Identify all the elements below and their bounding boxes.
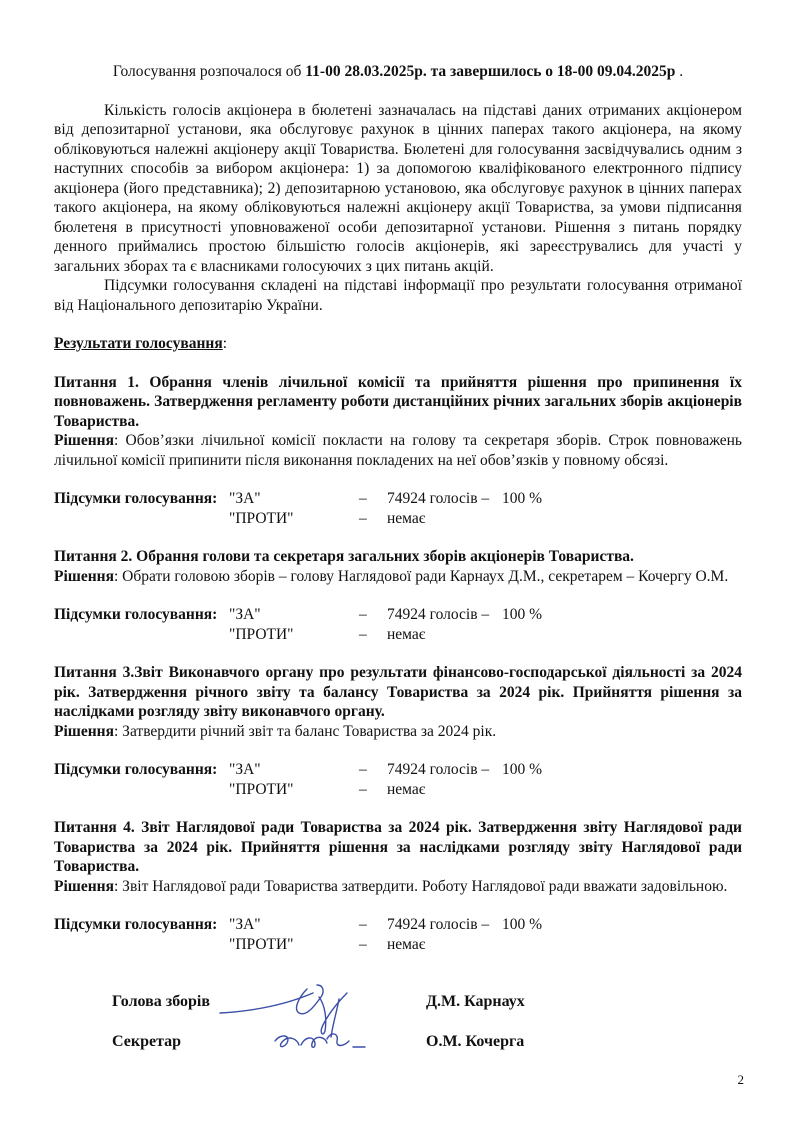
vote-for-percent: 100 %	[502, 916, 543, 933]
vote-for-label: "ЗА"	[229, 761, 261, 778]
results-heading-text: Результати голосування	[54, 335, 223, 352]
secretary-name: О.М. Кочерга	[426, 1033, 525, 1050]
question-title: Питання 4. Звіт Наглядової ради Товариства за 2024 рік. Затвердження звіту Наглядової ради Товариства за 2024 рік. Прийняття рішення за наслідками розгляду звіту Наглядової ради Товариства.	[54, 819, 742, 875]
secretary-label: Секретар	[112, 1033, 182, 1050]
question-decision	[54, 567, 742, 587]
page-number: 2	[737, 1072, 744, 1087]
vote-against-label: "ПРОТИ"	[229, 935, 294, 953]
question-title: Питання 1. Обрання членів лічильної комісії та прийняття рішення про припинення їх повноважень. Затвердження регламенту роботи дистанційних річних загальних зборів акціонерів Товариства.	[54, 373, 742, 430]
vote-dash: –	[359, 490, 367, 507]
voting-period-prefix: Голосування розпочалося об	[112, 63, 306, 80]
question-title: Питання 3.Звіт Виконавчого органу про результати фінансово-господарської діяльності за 2024 рік. Затвердження річного звіту та балансу Товариства за 2024 рік. Прийняття рішення за наслідками розгляду звіту виконавчого органу.	[54, 664, 742, 720]
vote-label: Підсумки голосування:	[54, 916, 218, 933]
question-block	[54, 818, 742, 954]
decision-text: : Обрати головою зборів – голову Наглядової ради Карнаух Д.М., секретарем – Кочергу О.М.	[114, 567, 729, 585]
vote-against-value: немає	[387, 509, 426, 527]
chair-signature-stroke	[331, 999, 339, 1037]
vote-label: Підсумки голосування:	[54, 490, 218, 507]
vote-results	[54, 605, 742, 644]
document-body	[54, 62, 742, 954]
chair-name: Д.М. Карнаух	[426, 993, 525, 1010]
vote-for-count: 74924 голосів –	[387, 490, 490, 507]
question-decision	[54, 877, 742, 897]
vote-for-label: "ЗА"	[229, 606, 261, 623]
results-heading	[54, 334, 742, 354]
vote-dash: –	[359, 606, 367, 623]
secretary-signature-stroke	[301, 1037, 327, 1047]
question-decision	[54, 722, 742, 742]
vote-against-label: "ПРОТИ"	[229, 780, 294, 798]
question-title: Питання 2. Обрання голови та секретаря загальних зборів акціонерів Товариства.	[54, 548, 634, 565]
decision-text: : Звіт Наглядової ради Товариства затвердити. Роботу Наглядової ради вважати задовільною.	[114, 877, 728, 895]
decision-label: Рішення	[54, 722, 114, 740]
decision-text: : Обов’язки лічильної комісії покласти на голову та секретаря зборів. Строк повноважень лічильної комісії припинити після виконання покладених на неї обов’язків у повному обсязі.	[54, 432, 742, 469]
intro-paragraph-2: Підсумки голосування складені на підставі інформації про результати голосування отриманої від Національного депозитарію України.	[54, 277, 742, 314]
voting-end: та завершилось о 18-00 09.04.2025р	[426, 63, 676, 80]
secretary-signature-stroke	[275, 1036, 299, 1047]
vote-label: Підсумки голосування:	[54, 606, 218, 623]
vote-for-label: "ЗА"	[229, 916, 261, 933]
vote-results	[54, 915, 742, 954]
voting-period-suffix: .	[675, 63, 684, 80]
question-block	[54, 547, 742, 644]
handwritten-signatures	[215, 975, 385, 1065]
vote-against-value: немає	[387, 780, 426, 798]
vote-results	[54, 489, 742, 528]
vote-dash: –	[359, 780, 367, 798]
vote-results	[54, 760, 742, 799]
vote-for-count: 74924 голосів –	[387, 916, 490, 933]
question-decision	[54, 431, 742, 470]
vote-for-count: 74924 голосів –	[387, 606, 490, 623]
decision-label: Рішення	[54, 877, 114, 895]
results-heading-colon: :	[222, 335, 228, 352]
vote-against-label: "ПРОТИ"	[229, 625, 294, 643]
vote-against-value: немає	[387, 625, 426, 643]
vote-against-value: немає	[387, 935, 426, 953]
decision-label: Рішення	[54, 432, 114, 449]
vote-dash: –	[359, 761, 367, 778]
vote-for-label: "ЗА"	[229, 490, 261, 507]
vote-dash: –	[359, 935, 367, 953]
secretary-signature-stroke	[327, 1034, 349, 1046]
voting-start: 11-00 28.03.2025р.	[305, 63, 427, 80]
chair-signature-stroke	[297, 985, 324, 1014]
voting-period-line	[54, 62, 742, 82]
question-block	[54, 373, 742, 529]
question-block	[54, 663, 742, 799]
decision-text: : Затвердити річний звіт та баланс Товариства за 2024 рік.	[114, 722, 497, 740]
chair-signature-stroke	[220, 993, 313, 1013]
decision-label: Рішення	[54, 567, 114, 585]
vote-dash: –	[359, 625, 367, 643]
chair-label: Голова зборів	[112, 993, 210, 1010]
vote-for-percent: 100 %	[502, 490, 543, 507]
intro-paragraph-1: Кількість голосів акціонера в бюлетені зазначалась на підставі даних отриманих акціонером від депозитарної установи, яка обслуговує рахунок в цінних паперах такого акціонера, на якому обліковуються належні акціонеру акції Товариства. Бюлетені для голосування засвідчувались одним з наступних способів за вибором акціонера: 1) за допомогою кваліфікованого електронного підпису акціонера (його представника); 2) депозитарною установою, яка обслуговує рахунок в цінних паперах такого акціонера, на якому обліковуються належні акціонеру акції Товариства, за умови підписання бюлетеня в присутності уповноваженої особи депозитарної установи. Рішення з питань порядку денного приймались простою більшістю голосів акціонерів, які зареєструвались для участі у загальних зборах та є власниками голосуючих з цих питань акцій.	[54, 101, 742, 275]
vote-against-label: "ПРОТИ"	[229, 509, 294, 527]
vote-dash: –	[359, 916, 367, 933]
vote-for-percent: 100 %	[502, 761, 543, 778]
vote-for-count: 74924 голосів –	[387, 761, 490, 778]
vote-dash: –	[359, 509, 367, 527]
vote-for-percent: 100 %	[502, 606, 543, 623]
vote-label: Підсумки голосування:	[54, 761, 218, 778]
